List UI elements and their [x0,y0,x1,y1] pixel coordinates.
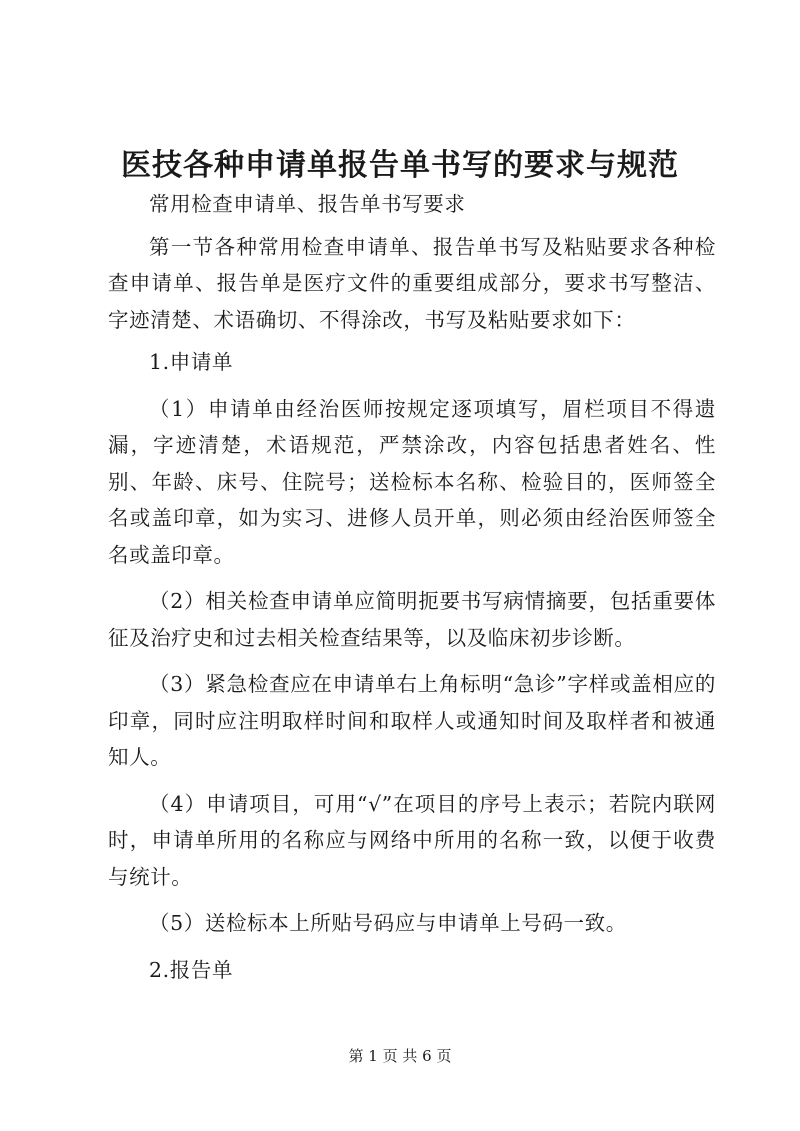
intro-paragraph: 第一节各种常用检查申请单、报告单书写及粘贴要求各种检查申请单、报告单是医疗文件的重要组成部分，要求书写整洁、字迹清楚、术语确切、不得涂改，书写及粘贴要求如下： [108,234,716,332]
page-number: 第 1 页 共 6 页 [348,1047,452,1065]
subheading-request-form: 1.申请单 [149,350,234,374]
paragraph-item-4: （4）申请项目，可用“√”在项目的序号上表示；若院内联网时，申请单所用的名称应与网络中所用的名称一致，以便于收费与统计。 [108,791,716,889]
paragraph-item-2: （2）相关检查申请单应简明扼要书写病情摘要，包括重要体征及治疗史和过去相关检查结果等，以及临床初步诊断。 [108,589,716,650]
page-footer [0,1045,800,1066]
paragraph-item-5: （5）送检标本上所贴号码应与申请单上号码一致。 [149,911,627,935]
paragraph-item-1: （1）申请单由经治医师按规定逐项填写，眉栏项目不得遗漏，字迹清楚，术语规范，严禁涂改，内容包括患者姓名、性别、年龄、床号、住院号；送检标本名称、检验目的，医师签全名或盖印章，如为实习、进修人员开单，则必须由经治医师签全名或盖印章。 [108,396,716,567]
section-heading: 常用检查申请单、报告单书写要求 [149,192,466,216]
subheading-report-form: 2.报告单 [149,957,234,982]
paragraph-item-3: （3）紧急检查应在申请单右上角标明“急诊”字样或盖相应的印章，同时应注明取样时间和取样人或通知时间及取样者和被通知人。 [108,672,716,769]
document-body [108,186,716,988]
document-title: 医技各种申请单报告单书写的要求与规范 [121,148,679,183]
